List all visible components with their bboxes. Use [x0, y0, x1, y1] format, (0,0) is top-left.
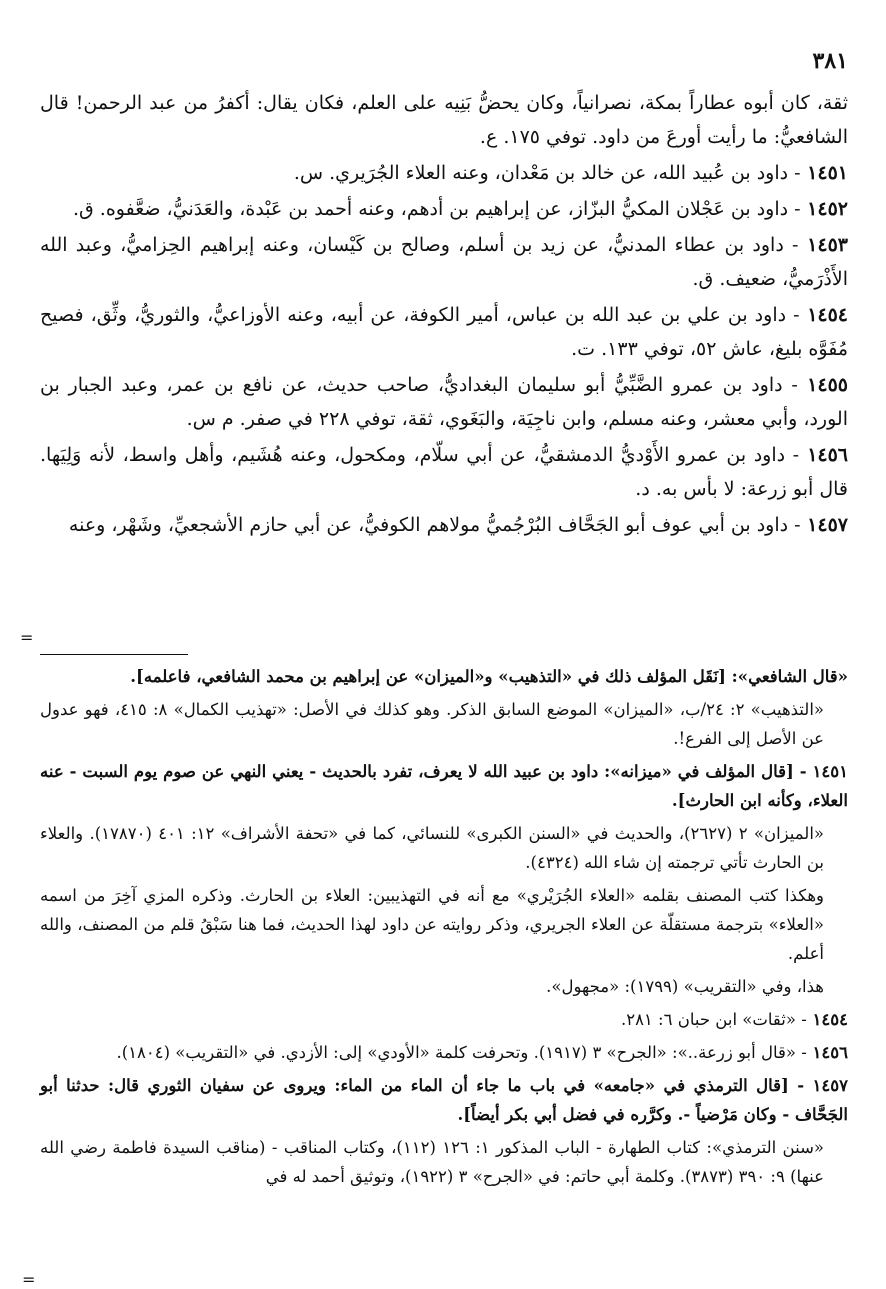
footnote-marker: = — [20, 628, 34, 647]
footnotes — [40, 662, 848, 1195]
entry-text: ثقة، كان أبوه عطاراً بمكة، نصرانياً، وكان يحضُّ بَنِيه على العلم، فكان يقال: أكفرُ من عبد الرحمن! قال الشافعيُّ: ما رأيت أورعَ من داود. توفي ١٧٥. ع. — [40, 92, 848, 148]
entry-text: - داود بن علي بن عبد الله بن عباس، أمير الكوفة، عن أبيه، وعنه الأوزاعيُّ، والثوريُّ، وثِّق، فصيح مُفَوَّه بليغ، عاش ٥٢، توفي ١٣٣. ت. — [40, 304, 848, 360]
entry-number: ١٤٥٣ — [798, 234, 848, 256]
footnote — [40, 1005, 848, 1034]
footnote-number: ١٤٥٤ — [806, 1010, 848, 1029]
footnote — [40, 662, 848, 691]
footnote — [40, 972, 848, 1001]
footnote-number: ١٤٥٦ — [806, 1043, 848, 1062]
footnote — [40, 1133, 848, 1191]
biography-entry — [40, 298, 848, 366]
footnote-text: هذا، وفي «التقريب» (١٧٩٩): «مجهول». — [546, 977, 824, 996]
footnote-text: «سنن الترمذي»: كتاب الطهارة - الباب المذكور ١: ١٢٦ (١١٢)، وكتاب المناقب - (مناقب السيدة فاطمة رضي الله عنها) ٩: ٣٩٠ (٣٨٧٣). وكلمة أبي حاتم: في «الجرح» ٣ (١٩٢٢)، وتوثيق أحمد له في — [40, 1138, 825, 1186]
entry-text: - داود بن عمرو الضَّبِّيُّ أبو سليمان البغداديُّ، صاحب حديث، عن نافع بن عمر، وعبد الجبار بن الورد، وأبي معشر، وعنه مسلم، وابن ناجِيَة، والبَغَوي، ثقة، توفي ٢٢٨ في صفر. م س. — [40, 374, 848, 430]
footnote-text: وهكذا كتب المصنف بقلمه «العلاء الجُرَيْري» مع أنه في التهذيبين: العلاء بن الحارث. وذكره المزي آخِرَ من اسمه «العلاء» بترجمة مستقلّة عن العلاء الجريري، وذكر روايته عن داود لهذا الحديث، فما هنا سَبْقُ قلم من المصنف، والله أعلم. — [40, 886, 824, 963]
entry-text: - داود بن أبي عوف أبو الجَحَّاف البُرْجُميُّ مولاهم الكوفيُّ، عن أبي حازم الأشجعيِّ، وشَهْر، وعنه — [68, 514, 801, 536]
footnote — [40, 757, 848, 815]
biography-entry — [40, 438, 848, 506]
footnote — [40, 695, 848, 753]
entry-number: ١٤٥١ — [800, 162, 848, 184]
footnote — [40, 1071, 848, 1129]
footnote — [40, 819, 848, 877]
biography-entry — [40, 156, 848, 190]
entry-number: ١٤٥٧ — [800, 514, 848, 536]
entry-number: ١٤٥٤ — [799, 304, 849, 326]
entry-text: - داود بن عمرو الأَوْديُّ الدمشقيُّ، عن أبي سلّام، ومكحول، وعنه هُشَيم، وأهل واسط، لأنه وَلِيَها. قال أبو زرعة: لا بأس به. د. — [40, 444, 848, 500]
entry-number: ١٤٥٢ — [800, 198, 848, 220]
footnote-number: ١٤٥٧ — [804, 1076, 848, 1095]
continuation-marker: = — [22, 1270, 36, 1289]
entry-text: - داود بن عُبيد الله، عن خالد بن مَعْدان، وعنه العلاء الجُرَيري. س. — [293, 162, 801, 184]
biography-entry — [40, 368, 848, 436]
entry-number: ١٤٥٥ — [797, 374, 848, 396]
biography-entry — [40, 86, 848, 154]
footnote-text: «الميزان» ٢ (٢٦٢٧)، والحديث في «السنن الكبرى» للنسائي، كما في «تحفة الأشراف» ١٢: ٤٠١ (١٧٨٧٠). والعلاء بن الحارث تأتي ترجمته إن شاء الله (٤٣٢٤). — [40, 824, 825, 872]
footnote — [40, 1038, 848, 1067]
footnote — [40, 881, 848, 968]
footnote-text: - «ثقات» ابن حبان ٦: ٢٨١. — [620, 1010, 807, 1029]
main-entries — [40, 86, 848, 544]
footnote-text: «التذهيب» ٢: ٢٤/ب، «الميزان» الموضع السابق الذكر. وهو كذلك في الأصل: «تهذيب الكمال» ٨: ٤١٥، فهو عدول عن الأصل إلى الفرع!. — [40, 700, 824, 748]
footnote-number: ١٤٥١ — [806, 762, 848, 781]
entry-text: - داود بن عطاء المدنيُّ، عن زيد بن أسلم، وصالح بن كَيْسان، وعنه إبراهيم الحِزاميُّ، وعبد الله الأَذْرَميُّ، ضعيف. ق. — [40, 234, 848, 290]
footnote-text: - «قال أبو زرعة..»: «الجرح» ٣ (١٩١٧). وتحرفت كلمة «الأودي» إلى: الأزدي. في «التقريب» (١٨٠٤). — [116, 1043, 807, 1062]
footnote-bold-text: - [قال الترمذي في «جامعه» في باب ما جاء أن الماء من الماء: ويروى عن سفيان الثوري قال: حدثنا أبو الجَحَّاف - وكان مَرْضياً -. وكرَّره في فضل أبي بكر أيضاً]. — [40, 1076, 848, 1124]
page-number: ٣٨١ — [812, 48, 848, 74]
footnote-separator — [40, 654, 188, 655]
entry-number: ١٤٥٦ — [799, 444, 849, 466]
biography-entry — [40, 508, 848, 542]
footnote-bold-text: - [قال المؤلف في «ميزانه»: داود بن عبيد الله لا يعرف، تفرد بالحديث - يعني النهي عن صوم يوم السبت - عنه العلاء، وكأنه ابن الحارث]. — [40, 762, 848, 810]
footnote-bold-text: «قال الشافعي»: [نَقَل المؤلف ذلك في «التذهيب» و«الميزان» عن إبراهيم بن محمد الشافعي، فاعلمه]. — [130, 667, 848, 686]
entry-text: - داود بن عَجْلان المكيُّ البزّاز، عن إبراهيم بن أدهم، وعنه أحمد بن عَبْدة، والعَدَنيُّ، ضعَّفوه. ق. — [72, 198, 801, 220]
biography-entry — [40, 228, 848, 296]
biography-entry — [40, 192, 848, 226]
